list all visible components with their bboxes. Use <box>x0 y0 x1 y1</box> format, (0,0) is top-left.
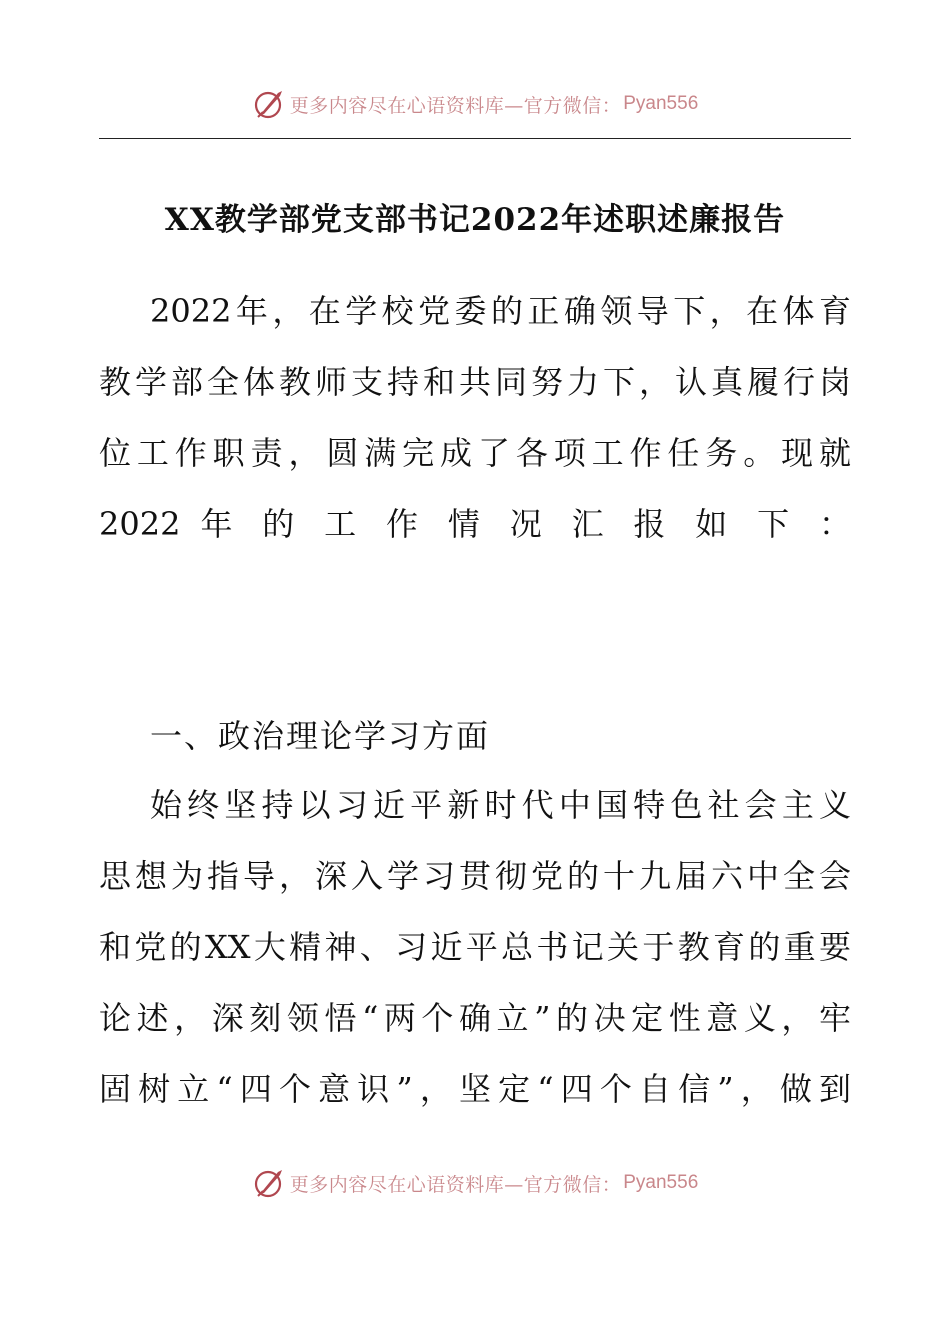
document-title: XX教学部党支部书记2022年述职述廉报告 <box>164 202 786 238</box>
quill-logo-icon <box>252 1166 286 1200</box>
body-line: 2022 年 的 工 作 情 况 汇 报 如 下 ： <box>99 505 851 543</box>
header-watermark-text: 更多内容尽在心语资料库—官方微信： <box>289 94 622 117</box>
header-watermark <box>0 84 950 124</box>
body-line: 教学部全体教师支持和共同努力下，认真履行岗 <box>99 363 851 401</box>
header-watermark-id: Pyan556 <box>623 93 699 114</box>
body-line: 论述，深刻领悟“两个确立”的决定性意义，牢 <box>99 999 851 1037</box>
body-line: 始终坚持以习近平新时代中国特色社会主义 <box>150 786 851 824</box>
header-divider <box>99 138 851 139</box>
body-line: 和党的XX大精神、习近平总书记关于教育的重要 <box>99 928 851 966</box>
quill-logo-icon <box>252 87 286 121</box>
body-line: 固树立“四个意识”，坚定“四个自信”，做到 <box>99 1070 851 1108</box>
footer-watermark-id: Pyan556 <box>623 1172 699 1193</box>
section-heading: 一、政治理论学习方面 <box>150 717 491 755</box>
body-line: 思想为指导，深入学习贯彻党的十九届六中全会 <box>99 857 851 895</box>
body-line: 位工作职责，圆满完成了各项工作任务。现就 <box>99 434 851 472</box>
body-line: 2022年，在学校党委的正确领导下，在体育 <box>150 292 851 330</box>
footer-watermark-text: 更多内容尽在心语资料库—官方微信： <box>289 1173 622 1196</box>
footer-watermark <box>0 1163 950 1203</box>
